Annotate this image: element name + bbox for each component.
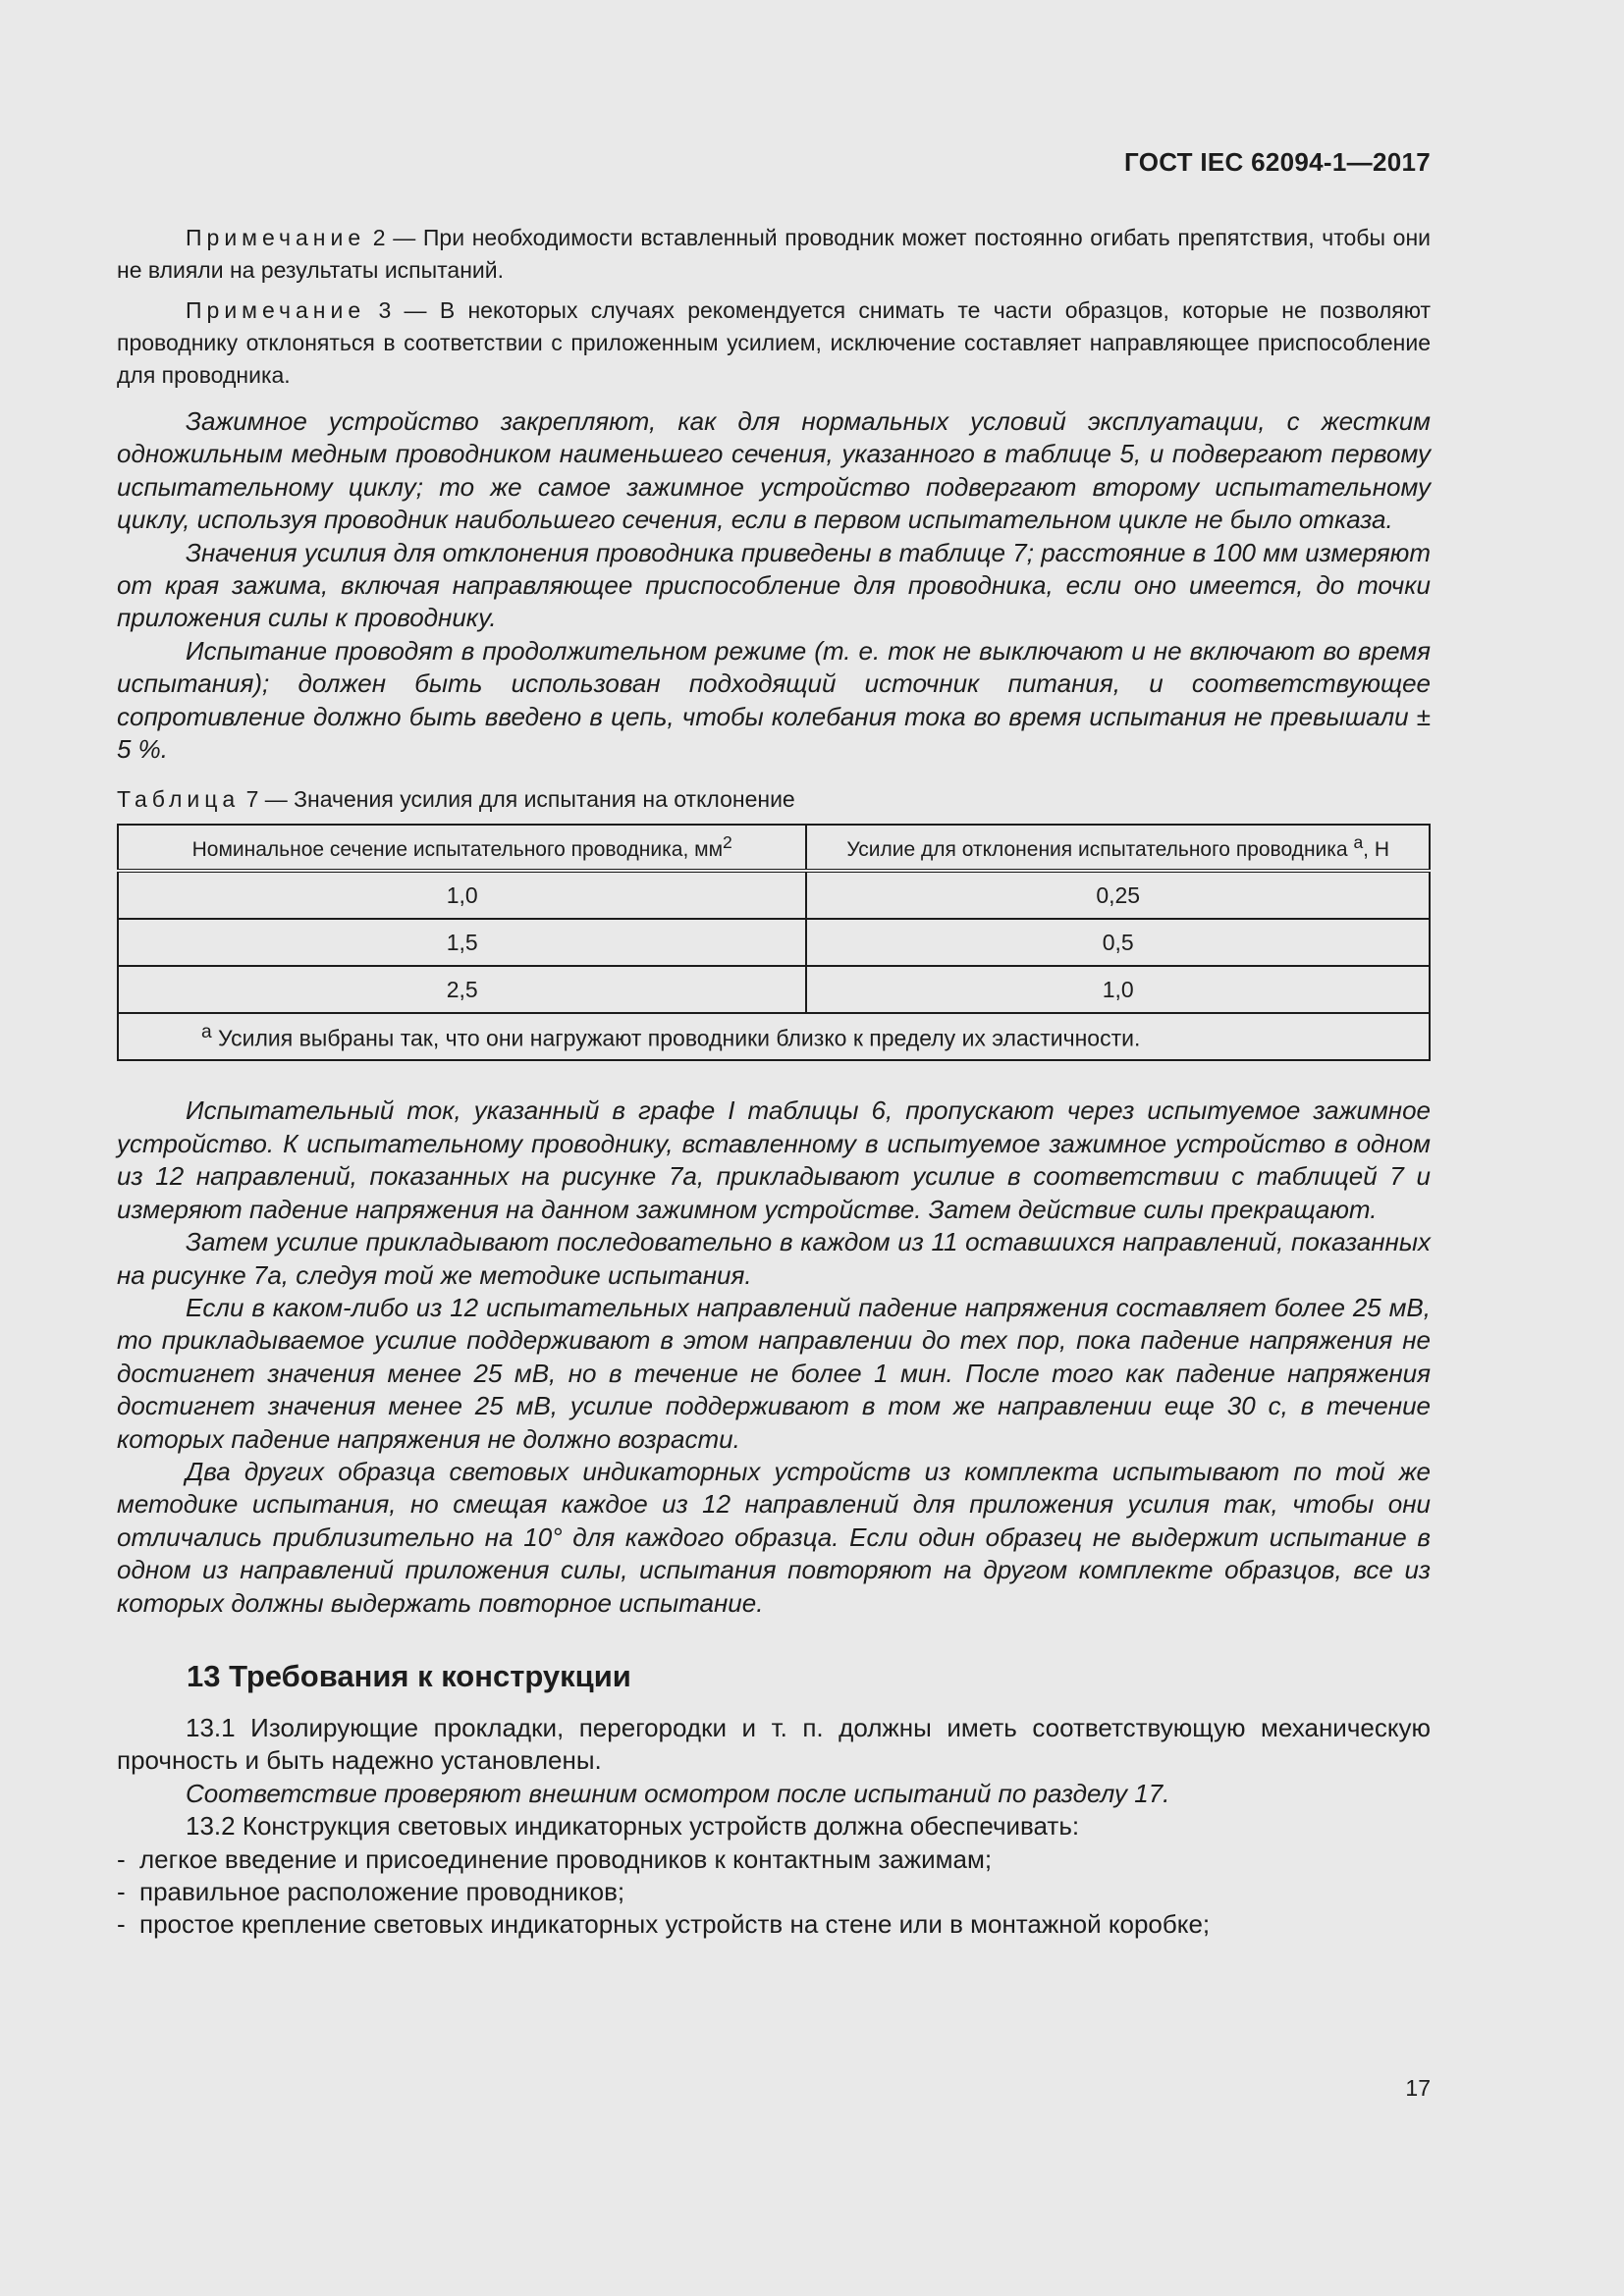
page-number: 17 [1405,2075,1431,2101]
table-caption-label: Таблица [117,786,241,813]
note-text: 3 — В некоторых случаях рекомендуется снимать те части образцов, которые не позволяют проводнику отклоняться в соответствии с приложенным усилием, исключение составляет направляющее приспособление для проводника. [117,297,1431,388]
paragraph-other-samples: Два других образца световых индикаторных устройств из комплекта испытывают по той же методике испытания, но смещая каждое из 12 направлений для приложения усилия так, чтобы они отличались приблизительно на 10° для каждого образца. Если один образец не выдержит испытание в одном из направлений приложения силы, испытания повторяют на другом комплекте образцов, все из которых должны выдержать повторное испытание. [117,1456,1431,1618]
paragraph-force-values: Значения усилия для отклонения проводника приведены в таблице 7; расстояние в 100 мм измеряют от края зажима, включая направляющее приспособление для проводника, если оно имеется, до точки приложения силы к проводнику. [117,537,1431,633]
paragraph-13-1-check: Соответствие проверяют внешним осмотром после испытаний по разделу 17. [186,1778,1170,1808]
table-cell-section: 1,0 [118,871,806,919]
paragraph-test-current: Испытательный ток, указанный в графе I таблицы 6, пропускают через испытуемое зажимное устройство. К испытательному проводнику, вставленному в испытуемое зажимное устройство в одном из 12 направлений, показанных на рисунке 7а, прикладывают усилие в соответствии с таблицей 7 и измеряют падение напряжения на данном зажимном устройстве. Затем действие силы прекращают. [117,1095,1431,1224]
section-13-heading: 13 Требования к конструкции [187,1658,631,1693]
table-cell-force: 0,5 [806,919,1430,966]
table-header-section: Номинальное сечение испытательного проводника, $мм^2$ [118,825,806,871]
requirements-list [117,1843,1431,1942]
note-label: Примечание [186,297,366,323]
table-cell-section: 2,5 [118,966,806,1013]
table-cell-force: 0,25 [806,871,1430,919]
note-label: Примечание [186,225,366,250]
table-row [118,966,1430,1013]
table-row [118,871,1430,919]
paragraph-remaining-directions: Затем усилие прикладывают последовательно в каждом из 11 оставшихся направлений, показанных на рисунке 7а, следуя той же методике испытания. [117,1227,1431,1290]
note-3 [117,294,1431,392]
document-code: ГОСТ IEC 62094-1—2017 [1124,147,1431,177]
table-header-row [118,825,1430,871]
table-caption [117,783,1431,816]
list-item: - легкое введение и присоединение проводников к контактным зажимам; [117,1843,1431,1876]
table-row [118,919,1430,966]
table-cell-section: 1,5 [118,919,806,966]
paragraph-continuous-mode: Испытание проводят в продолжительном режиме (т. е. ток не выключают и не включают во время испытания); должен быть использован подходящий источник питания, и соответствующее сопротивление должно быть введено в цепь, чтобы колебания тока во время испытания не превышали ± 5 %. [117,635,1431,765]
table-caption-text: 7 — Значения усилия для испытания на отклонение [240,786,795,813]
paragraph-clamp-fixing: Зажимное устройство закрепляют, как для нормальных условий эксплуатации, с жестким одножильным медным проводником наименьшего сечения, указанного в таблице 5, и подвергают первому испытательному циклу; то же самое зажимное устройство подвергают второму испытательному циклу, используя проводник наибольшего сечения, если в первом испытательном цикле не было отказа. [117,406,1431,535]
table-cell-force: 1,0 [806,966,1430,1013]
note-2 [117,222,1431,287]
table-header-force: Усилие для отклонения испытательного проводника $^а$, Н [806,825,1430,871]
list-dash: - [117,1909,126,1940]
paragraph-voltage-drop: Если в каком-либо из 12 испытательных направлений падение напряжения составляет более 25 мВ, то прикладываемое усилие поддерживают в этом направлении до тех пор, пока падение напряжения не достигнет значения менее 25 мВ, но в течение не более 1 мин. После того как падение напряжения достигнет значения менее 25 мВ, усилие поддерживают в том же направлении еще 30 с, в течение которых падение напряжения не должно возрасти. [117,1292,1431,1454]
list-item: - правильное расположение проводников; [117,1876,1431,1908]
note-text: 2 — При необходимости вставленный проводник может постоянно огибать препятствия, чтобы они не влияли на результаты испытаний. [117,225,1431,283]
table-footnote-row [118,1013,1430,1060]
paragraph-13-2: 13.2 Конструкция световых индикаторных устройств должна обеспечивать: [186,1811,1080,1842]
table-footnote: $^а$ Усилия выбраны так, что они нагружают проводники близко к пределу их эластичности. [118,1013,1430,1060]
deflection-force-table [117,824,1431,1061]
page-content [117,222,1431,1942]
paragraph-13-1: 13.1 Изолирующие прокладки, перегородки и т. п. должны иметь соответствующую механическую прочность и быть надежно установлены. [117,1712,1431,1776]
list-dash: - [117,1877,126,1906]
list-dash: - [117,1843,126,1874]
list-item: - простое крепление световых индикаторных устройств на стене или в монтажной коробке; [117,1908,1431,1941]
